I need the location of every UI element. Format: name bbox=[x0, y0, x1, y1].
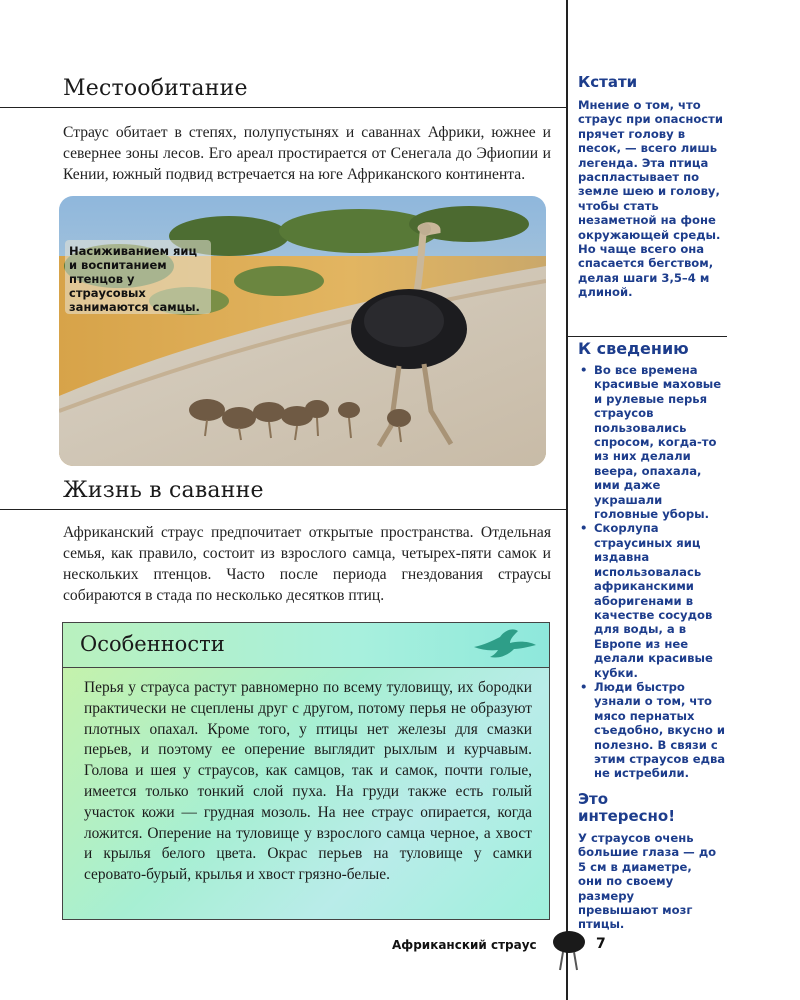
photo-caption: Насиживанием яиц и воспитанием птенцов у страусовых занимаются самцы. bbox=[69, 244, 200, 314]
k-svedeniyu-item: • Во все времена красивые маховые и рулевые перья страусов пользовались спросом, когда-то из них делали веера, опахала, ими даже украшали головные уборы. bbox=[578, 363, 726, 521]
features-text: Перья у страуса растут равномерно по всему туловищу, их бородки практически не сцеплены друг с другом, потому перья не образуют плотных опахал. Кроме того, у птицы нет железы для смазки перьев, и поэтому ее оперение выглядит рыхлым и курчавым. Голова и шея у страусов, как самцов, так и самок, почти голые, имеется только тонкий слой пуха. На груди также есть голый участок кожи — грудная мозоль. На нее страус опирается, когда ложится. Оперение на туловище у взрослого самца черное, а хвост и крылья белого цвета. Окрас перьев на туловище у самки серовато-бурый, крылья и хвост грязно-белые. bbox=[84, 679, 532, 884]
column-divider bbox=[566, 0, 568, 1000]
sidebar-kstati bbox=[578, 74, 748, 300]
k-svedeniyu-list bbox=[578, 363, 726, 781]
paragraph-savanna: Африканский страус предпочитает открытые пространства. Отдельная семья, как правило, состоит из взрослого самца, четырех-пяти самок и нескольких птенцов. Часто после периода гнездования страусы собираются в стада по несколько десятков птиц. bbox=[63, 524, 551, 604]
sidebar-rule-1 bbox=[567, 336, 727, 337]
heading-savanna: Жизнь в саванне bbox=[63, 478, 264, 503]
features-box bbox=[62, 622, 550, 920]
page-number: 7 bbox=[596, 936, 606, 952]
k-svedeniyu-item: • Люди быстро узнали о том, что мясо пернатых съедобно, вкусно и полезно. В связи с этим страусов едва не истребили. bbox=[578, 680, 726, 781]
ostrich-icon bbox=[548, 928, 590, 972]
interesting-text: У страусов очень большие глаза — до 5 см в диаметре, они по своему размеру превышают мозг птицы. bbox=[578, 831, 717, 932]
kstati-text: Мнение о том, что страус при опасности прячет голову в песок, — всего лишь легенда. Эта птица распластывает по земле шею и голову, чтобы стать незаметной на фоне окружающей среды. Но чаще всего она спасается бегством, делая шаги 3,5–4 м длиной. bbox=[578, 98, 724, 300]
k-svedeniyu-title: К сведению bbox=[578, 339, 689, 358]
heading-habitat: Местообитание bbox=[63, 76, 248, 101]
bird-silhouette-icon bbox=[470, 627, 540, 661]
kstati-title: Кстати bbox=[578, 73, 638, 91]
paragraph-habitat: Страус обитает в степях, полупустынях и саваннах Африки, южнее и севернее зоны лесов. Его ареал простирается от Сенегала до Эфиопии и Кении, южный подвид встречается на юге Африканского континента. bbox=[63, 124, 551, 183]
interesting-title: Это интересно! bbox=[578, 790, 676, 825]
sidebar-k-svedeniyu bbox=[578, 340, 738, 781]
sidebar-interesting bbox=[578, 791, 728, 932]
heading-rule-savanna bbox=[0, 509, 566, 510]
ostrich-photo bbox=[59, 196, 546, 466]
features-title: Особенности bbox=[80, 632, 225, 656]
k-svedeniyu-item: • Скорлупа страусиных яиц издавна использовалась африканскими аборигенами в качестве сосудов для воды, а в Европе из нее делали красивые кубки. bbox=[578, 521, 726, 679]
footer-title: Африканский страус bbox=[392, 938, 537, 952]
heading-rule-habitat bbox=[0, 107, 566, 108]
